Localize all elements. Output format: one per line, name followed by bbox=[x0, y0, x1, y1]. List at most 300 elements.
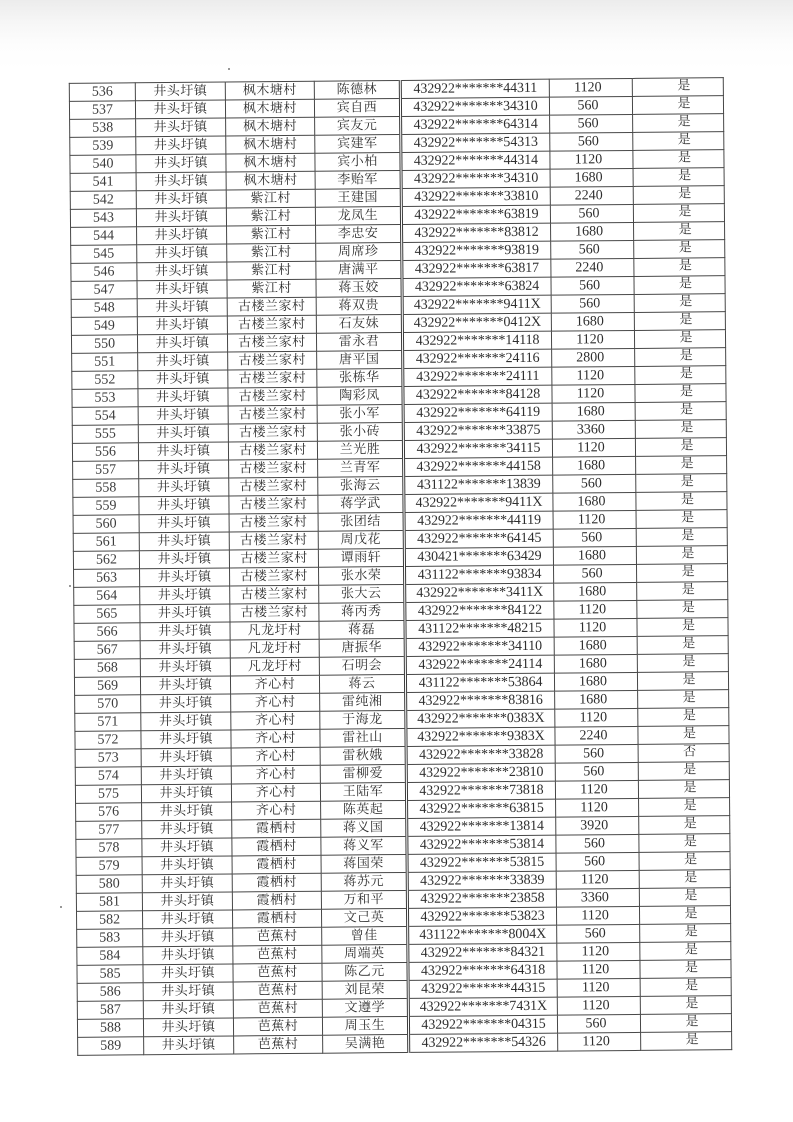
status-cell: 是 bbox=[632, 96, 723, 115]
id-number-cell: 432922*******64318 bbox=[408, 961, 557, 980]
village-cell: 古楼兰家村 bbox=[228, 351, 317, 370]
id-number-cell: 432922*******24111 bbox=[403, 367, 552, 386]
amount-cell: 1120 bbox=[552, 438, 635, 457]
town-cell: 井头圩镇 bbox=[137, 316, 227, 335]
amount-cell: 1680 bbox=[553, 456, 636, 475]
town-cell: 井头圩镇 bbox=[137, 262, 227, 281]
row-number: 589 bbox=[78, 1037, 144, 1056]
village-cell: 古楼兰家村 bbox=[228, 387, 317, 406]
town-cell: 井头圩镇 bbox=[135, 82, 225, 101]
town-cell: 井头圩镇 bbox=[140, 604, 230, 623]
id-number-cell: 430421*******63429 bbox=[404, 547, 553, 566]
town-cell: 井头圩镇 bbox=[136, 118, 226, 137]
amount-cell: 1680 bbox=[554, 672, 637, 691]
village-cell: 紫江村 bbox=[227, 243, 316, 262]
row-number: 543 bbox=[70, 209, 136, 228]
name-cell: 陈德林 bbox=[314, 80, 400, 99]
name-cell: 张栋华 bbox=[317, 368, 403, 387]
id-number-cell: 432922*******64314 bbox=[401, 115, 550, 134]
town-cell: 井头圩镇 bbox=[141, 784, 231, 803]
amount-cell: 1120 bbox=[556, 870, 639, 889]
amount-cell: 1120 bbox=[557, 942, 640, 961]
row-number: 537 bbox=[69, 101, 135, 120]
name-cell: 宾自西 bbox=[314, 98, 400, 117]
id-number-cell: 432922*******9383X bbox=[406, 727, 555, 746]
status-cell: 是 bbox=[635, 420, 726, 439]
status-cell: 是 bbox=[637, 618, 728, 637]
id-number-cell: 432922*******93819 bbox=[402, 241, 551, 260]
status-cell: 是 bbox=[636, 474, 727, 493]
id-number-cell: 432922*******24114 bbox=[405, 655, 554, 674]
scan-speck bbox=[228, 68, 230, 70]
row-number: 555 bbox=[72, 425, 138, 444]
village-cell: 枫木塘村 bbox=[226, 171, 315, 190]
row-number: 546 bbox=[71, 263, 137, 282]
town-cell: 井头圩镇 bbox=[140, 676, 230, 695]
town-cell: 井头圩镇 bbox=[136, 208, 226, 227]
village-cell: 古楼兰家村 bbox=[230, 585, 319, 604]
status-cell: 是 bbox=[633, 132, 724, 151]
row-number: 583 bbox=[77, 929, 143, 948]
amount-cell: 560 bbox=[550, 204, 633, 223]
town-cell: 井头圩镇 bbox=[142, 874, 232, 893]
amount-cell: 1680 bbox=[552, 402, 635, 421]
row-number: 570 bbox=[75, 695, 141, 714]
id-number-cell: 432922*******73818 bbox=[406, 781, 555, 800]
village-cell: 凡龙圩村 bbox=[230, 657, 319, 676]
status-cell: 是 bbox=[634, 312, 725, 331]
id-number-cell: 432922*******33828 bbox=[406, 745, 555, 764]
row-number: 557 bbox=[73, 461, 139, 480]
village-cell: 霞栖村 bbox=[232, 837, 321, 856]
town-cell: 井头圩镇 bbox=[140, 586, 230, 605]
id-number-cell: 432922*******84321 bbox=[408, 943, 557, 962]
status-cell: 是 bbox=[635, 348, 726, 367]
amount-cell: 560 bbox=[556, 834, 639, 853]
row-number: 561 bbox=[73, 533, 139, 552]
row-number: 585 bbox=[77, 965, 143, 984]
row-number: 575 bbox=[75, 785, 141, 804]
status-cell: 是 bbox=[638, 690, 729, 709]
row-number: 548 bbox=[71, 299, 137, 318]
name-cell: 唐振华 bbox=[319, 638, 405, 657]
town-cell: 井头圩镇 bbox=[138, 370, 228, 389]
town-cell: 井头圩镇 bbox=[140, 658, 230, 677]
village-cell: 枫木塘村 bbox=[226, 153, 315, 172]
amount-cell: 1680 bbox=[551, 312, 634, 331]
row-number: 578 bbox=[76, 839, 142, 858]
row-number: 573 bbox=[75, 749, 141, 768]
id-number-cell: 432922*******63815 bbox=[407, 799, 556, 818]
amount-cell: 1120 bbox=[557, 960, 640, 979]
status-cell: 是 bbox=[639, 798, 730, 817]
town-cell: 井头圩镇 bbox=[143, 1000, 233, 1019]
row-number: 551 bbox=[72, 353, 138, 372]
id-number-cell: 432922*******63819 bbox=[401, 205, 550, 224]
village-cell: 霞栖村 bbox=[232, 909, 321, 928]
town-cell: 井头圩镇 bbox=[142, 802, 232, 821]
name-cell: 蒋学武 bbox=[318, 494, 404, 513]
row-number: 544 bbox=[71, 227, 137, 246]
id-number-cell: 432922*******33810 bbox=[401, 187, 550, 206]
document-page bbox=[69, 77, 731, 1056]
town-cell: 井头圩镇 bbox=[139, 478, 229, 497]
id-number-cell: 432922*******83812 bbox=[402, 223, 551, 242]
name-cell: 文己英 bbox=[321, 908, 407, 927]
name-cell: 蒋苏元 bbox=[321, 872, 407, 891]
amount-cell: 560 bbox=[551, 240, 634, 259]
amount-cell: 1120 bbox=[552, 366, 635, 385]
name-cell: 蒋云 bbox=[319, 674, 405, 693]
amount-cell: 1120 bbox=[557, 996, 640, 1015]
row-number: 572 bbox=[75, 731, 141, 750]
town-cell: 井头圩镇 bbox=[136, 190, 226, 209]
row-number: 587 bbox=[77, 1001, 143, 1020]
row-number: 588 bbox=[77, 1019, 143, 1038]
town-cell: 井头圩镇 bbox=[138, 388, 228, 407]
row-number: 565 bbox=[74, 605, 140, 624]
status-cell: 是 bbox=[633, 168, 724, 187]
row-number: 550 bbox=[71, 335, 137, 354]
town-cell: 井头圩镇 bbox=[143, 982, 233, 1001]
amount-cell: 1680 bbox=[554, 582, 637, 601]
name-cell: 文遵学 bbox=[322, 998, 408, 1017]
status-cell: 是 bbox=[637, 654, 728, 673]
town-cell: 井头圩镇 bbox=[142, 856, 232, 875]
amount-cell: 1680 bbox=[554, 636, 637, 655]
name-cell: 兰光胜 bbox=[317, 440, 403, 459]
village-cell: 芭蕉村 bbox=[233, 963, 322, 982]
amount-cell: 560 bbox=[555, 744, 638, 763]
village-cell: 芭蕉村 bbox=[233, 1017, 322, 1036]
status-cell: 否 bbox=[638, 744, 729, 763]
id-number-cell: 432922*******34310 bbox=[400, 97, 549, 116]
name-cell: 石友妹 bbox=[316, 314, 402, 333]
row-number: 582 bbox=[76, 911, 142, 930]
village-cell: 芭蕉村 bbox=[234, 1035, 323, 1054]
village-cell: 芭蕉村 bbox=[233, 945, 322, 964]
town-cell: 井头圩镇 bbox=[139, 496, 229, 515]
town-cell: 井头圩镇 bbox=[138, 424, 228, 443]
town-cell: 井头圩镇 bbox=[138, 442, 228, 461]
amount-cell: 560 bbox=[553, 528, 636, 547]
town-cell: 井头圩镇 bbox=[137, 334, 227, 353]
status-cell: 是 bbox=[639, 816, 730, 835]
town-cell: 井头圩镇 bbox=[142, 838, 232, 857]
village-cell: 古楼兰家村 bbox=[229, 477, 318, 496]
row-number: 581 bbox=[76, 893, 142, 912]
amount-cell: 1120 bbox=[554, 618, 637, 637]
id-number-cell: 432922*******53814 bbox=[407, 835, 556, 854]
name-cell: 王陆军 bbox=[320, 782, 406, 801]
subsidy-roster-table bbox=[69, 77, 732, 1056]
name-cell: 王建国 bbox=[315, 188, 401, 207]
row-number: 540 bbox=[70, 155, 136, 174]
amount-cell: 560 bbox=[555, 762, 638, 781]
amount-cell: 560 bbox=[549, 96, 632, 115]
amount-cell: 1120 bbox=[555, 780, 638, 799]
id-number-cell: 432922*******0383X bbox=[406, 709, 555, 728]
village-cell: 古楼兰家村 bbox=[229, 513, 318, 532]
id-number-cell: 432922*******53823 bbox=[407, 907, 556, 926]
status-cell: 是 bbox=[636, 528, 727, 547]
amount-cell: 1120 bbox=[556, 906, 639, 925]
town-cell: 井头圩镇 bbox=[141, 712, 231, 731]
village-cell: 凡龙圩村 bbox=[230, 639, 319, 658]
name-cell: 张小砖 bbox=[317, 422, 403, 441]
town-cell: 井头圩镇 bbox=[140, 568, 230, 587]
row-number: 554 bbox=[72, 407, 138, 426]
status-cell: 是 bbox=[641, 1032, 732, 1051]
id-number-cell: 432922*******23810 bbox=[406, 763, 555, 782]
village-cell: 古楼兰家村 bbox=[228, 369, 317, 388]
status-cell: 是 bbox=[636, 492, 727, 511]
amount-cell: 1120 bbox=[556, 798, 639, 817]
amount-cell: 560 bbox=[557, 924, 640, 943]
status-cell: 是 bbox=[636, 456, 727, 475]
village-cell: 霞栖村 bbox=[232, 873, 321, 892]
town-cell: 井头圩镇 bbox=[139, 514, 229, 533]
status-cell: 是 bbox=[637, 582, 728, 601]
row-number: 538 bbox=[70, 119, 136, 138]
status-cell: 是 bbox=[634, 294, 725, 313]
town-cell: 井头圩镇 bbox=[142, 910, 232, 929]
id-number-cell: 432922*******24116 bbox=[403, 349, 552, 368]
id-number-cell: 432922*******84122 bbox=[405, 601, 554, 620]
id-number-cell: 431122*******93834 bbox=[404, 565, 553, 584]
name-cell: 蒋双贵 bbox=[316, 296, 402, 315]
status-cell: 是 bbox=[638, 780, 729, 799]
name-cell: 宾小柏 bbox=[315, 152, 401, 171]
id-number-cell: 432922*******34310 bbox=[401, 169, 550, 188]
id-number-cell: 432922*******33839 bbox=[407, 871, 556, 890]
village-cell: 芭蕉村 bbox=[233, 981, 322, 1000]
amount-cell: 560 bbox=[550, 114, 633, 133]
id-number-cell: 432922*******54313 bbox=[401, 133, 550, 152]
village-cell: 古楼兰家村 bbox=[229, 459, 318, 478]
village-cell: 齐心村 bbox=[231, 711, 320, 730]
row-number: 559 bbox=[73, 497, 139, 516]
village-cell: 古楼兰家村 bbox=[228, 441, 317, 460]
status-cell: 是 bbox=[639, 906, 730, 925]
amount-cell: 1680 bbox=[554, 654, 637, 673]
name-cell: 周端英 bbox=[322, 944, 408, 963]
name-cell: 张大云 bbox=[319, 584, 405, 603]
name-cell: 陈英起 bbox=[321, 800, 407, 819]
row-number: 539 bbox=[70, 137, 136, 156]
row-number: 580 bbox=[76, 875, 142, 894]
status-cell: 是 bbox=[633, 150, 724, 169]
amount-cell: 3920 bbox=[556, 816, 639, 835]
amount-cell: 560 bbox=[550, 132, 633, 151]
id-number-cell: 432922*******9411X bbox=[404, 493, 553, 512]
town-cell: 井头圩镇 bbox=[139, 550, 229, 569]
town-cell: 井头圩镇 bbox=[138, 406, 228, 425]
village-cell: 枫木塘村 bbox=[226, 117, 315, 136]
name-cell: 唐平国 bbox=[317, 350, 403, 369]
amount-cell: 1680 bbox=[551, 222, 634, 241]
town-cell: 井头圩镇 bbox=[137, 280, 227, 299]
village-cell: 芭蕉村 bbox=[233, 927, 322, 946]
amount-cell: 1680 bbox=[555, 690, 638, 709]
name-cell: 周戊花 bbox=[318, 530, 404, 549]
village-cell: 芭蕉村 bbox=[233, 999, 322, 1018]
village-cell: 凡龙圩村 bbox=[230, 621, 319, 640]
status-cell: 是 bbox=[636, 546, 727, 565]
id-number-cell: 432922*******3411X bbox=[405, 583, 554, 602]
town-cell: 井头圩镇 bbox=[143, 964, 233, 983]
town-cell: 井头圩镇 bbox=[141, 766, 231, 785]
amount-cell: 560 bbox=[557, 1014, 640, 1033]
status-cell: 是 bbox=[640, 996, 731, 1015]
scan-speck bbox=[60, 906, 62, 908]
town-cell: 井头圩镇 bbox=[144, 1036, 234, 1055]
status-cell: 是 bbox=[636, 564, 727, 583]
id-number-cell: 432922*******14118 bbox=[402, 331, 551, 350]
town-cell: 井头圩镇 bbox=[136, 136, 226, 155]
town-cell: 井头圩镇 bbox=[143, 928, 233, 947]
status-cell: 是 bbox=[633, 204, 724, 223]
status-cell: 是 bbox=[632, 78, 723, 97]
name-cell: 曾佳 bbox=[322, 926, 408, 945]
row-number: 564 bbox=[74, 587, 140, 606]
village-cell: 齐心村 bbox=[230, 675, 319, 694]
town-cell: 井头圩镇 bbox=[136, 172, 226, 191]
name-cell: 刘昆荣 bbox=[322, 980, 408, 999]
row-number: 577 bbox=[76, 821, 142, 840]
name-cell: 雷永君 bbox=[316, 332, 402, 351]
village-cell: 古楼兰家村 bbox=[229, 549, 318, 568]
amount-cell: 560 bbox=[556, 852, 639, 871]
town-cell: 井头圩镇 bbox=[143, 946, 233, 965]
amount-cell: 1680 bbox=[550, 168, 633, 187]
town-cell: 井头圩镇 bbox=[137, 226, 227, 245]
id-number-cell: 431122*******8004X bbox=[408, 925, 557, 944]
row-number: 563 bbox=[74, 569, 140, 588]
name-cell: 雷社山 bbox=[320, 728, 406, 747]
village-cell: 古楼兰家村 bbox=[229, 531, 318, 550]
name-cell: 张小军 bbox=[317, 404, 403, 423]
village-cell: 霞栖村 bbox=[232, 891, 321, 910]
row-number: 556 bbox=[72, 443, 138, 462]
village-cell: 齐心村 bbox=[231, 693, 320, 712]
amount-cell: 1120 bbox=[555, 708, 638, 727]
status-cell: 是 bbox=[634, 240, 725, 259]
town-cell: 井头圩镇 bbox=[140, 640, 230, 659]
status-cell: 是 bbox=[637, 600, 728, 619]
town-cell: 井头圩镇 bbox=[142, 820, 232, 839]
village-cell: 古楼兰家村 bbox=[230, 567, 319, 586]
status-cell: 是 bbox=[639, 852, 730, 871]
row-number: 566 bbox=[74, 623, 140, 642]
status-cell: 是 bbox=[638, 762, 729, 781]
village-cell: 齐心村 bbox=[231, 783, 320, 802]
row-number: 542 bbox=[70, 191, 136, 210]
town-cell: 井头圩镇 bbox=[143, 1018, 233, 1037]
name-cell: 张水荣 bbox=[319, 566, 405, 585]
name-cell: 雷秋娥 bbox=[320, 746, 406, 765]
name-cell: 蒋义国 bbox=[321, 818, 407, 837]
row-number: 574 bbox=[75, 767, 141, 786]
status-cell: 是 bbox=[634, 276, 725, 295]
status-cell: 是 bbox=[638, 726, 729, 745]
row-number: 576 bbox=[76, 803, 142, 822]
status-cell: 是 bbox=[637, 636, 728, 655]
row-number: 545 bbox=[71, 245, 137, 264]
status-cell: 是 bbox=[634, 258, 725, 277]
amount-cell: 2240 bbox=[555, 726, 638, 745]
id-number-cell: 432922*******44119 bbox=[404, 511, 553, 530]
id-number-cell: 432922*******44314 bbox=[401, 151, 550, 170]
status-cell: 是 bbox=[634, 330, 725, 349]
id-number-cell: 432922*******63817 bbox=[402, 259, 551, 278]
row-number: 541 bbox=[70, 173, 136, 192]
id-number-cell: 432922*******34110 bbox=[405, 637, 554, 656]
name-cell: 兰青军 bbox=[318, 458, 404, 477]
name-cell: 于海龙 bbox=[320, 710, 406, 729]
amount-cell: 1120 bbox=[558, 1032, 641, 1051]
amount-cell: 1680 bbox=[553, 546, 636, 565]
name-cell: 张海云 bbox=[318, 476, 404, 495]
town-cell: 井头圩镇 bbox=[139, 532, 229, 551]
village-cell: 枫木塘村 bbox=[226, 135, 315, 154]
name-cell: 石明会 bbox=[319, 656, 405, 675]
amount-cell: 560 bbox=[553, 474, 636, 493]
row-number: 558 bbox=[73, 479, 139, 498]
town-cell: 井头圩镇 bbox=[135, 100, 225, 119]
village-cell: 齐心村 bbox=[231, 729, 320, 748]
status-cell: 是 bbox=[637, 672, 728, 691]
status-cell: 是 bbox=[640, 978, 731, 997]
name-cell: 吴满艳 bbox=[323, 1034, 409, 1053]
name-cell: 李贻军 bbox=[315, 170, 401, 189]
status-cell: 是 bbox=[634, 222, 725, 241]
row-number: 584 bbox=[77, 947, 143, 966]
name-cell: 陶彩凤 bbox=[317, 386, 403, 405]
id-number-cell: 432922*******54326 bbox=[409, 1033, 558, 1052]
row-number: 568 bbox=[74, 659, 140, 678]
village-cell: 古楼兰家村 bbox=[227, 333, 316, 352]
name-cell: 蒋玉姣 bbox=[316, 278, 402, 297]
id-number-cell: 432922*******64119 bbox=[403, 403, 552, 422]
status-cell: 是 bbox=[639, 888, 730, 907]
amount-cell: 2240 bbox=[551, 258, 634, 277]
name-cell: 蒋义军 bbox=[321, 836, 407, 855]
amount-cell: 2240 bbox=[550, 186, 633, 205]
town-cell: 井头圩镇 bbox=[139, 460, 229, 479]
town-cell: 井头圩镇 bbox=[141, 730, 231, 749]
status-cell: 是 bbox=[635, 366, 726, 385]
status-cell: 是 bbox=[639, 870, 730, 889]
name-cell: 宾友元 bbox=[315, 116, 401, 135]
village-cell: 齐心村 bbox=[231, 747, 320, 766]
name-cell: 蒋丙秀 bbox=[319, 602, 405, 621]
town-cell: 井头圩镇 bbox=[141, 694, 231, 713]
status-cell: 是 bbox=[633, 186, 724, 205]
name-cell: 雷柳爱 bbox=[320, 764, 406, 783]
name-cell: 陈乙元 bbox=[322, 962, 408, 981]
id-number-cell: 432922*******7431X bbox=[408, 997, 557, 1016]
town-cell: 井头圩镇 bbox=[136, 154, 226, 173]
amount-cell: 560 bbox=[551, 276, 634, 295]
row-number: 560 bbox=[73, 515, 139, 534]
name-cell: 谭雨轩 bbox=[318, 548, 404, 567]
amount-cell: 3360 bbox=[556, 888, 639, 907]
name-cell: 张团结 bbox=[318, 512, 404, 531]
status-cell: 是 bbox=[633, 114, 724, 133]
village-cell: 古楼兰家村 bbox=[227, 315, 316, 334]
amount-cell: 1120 bbox=[557, 978, 640, 997]
